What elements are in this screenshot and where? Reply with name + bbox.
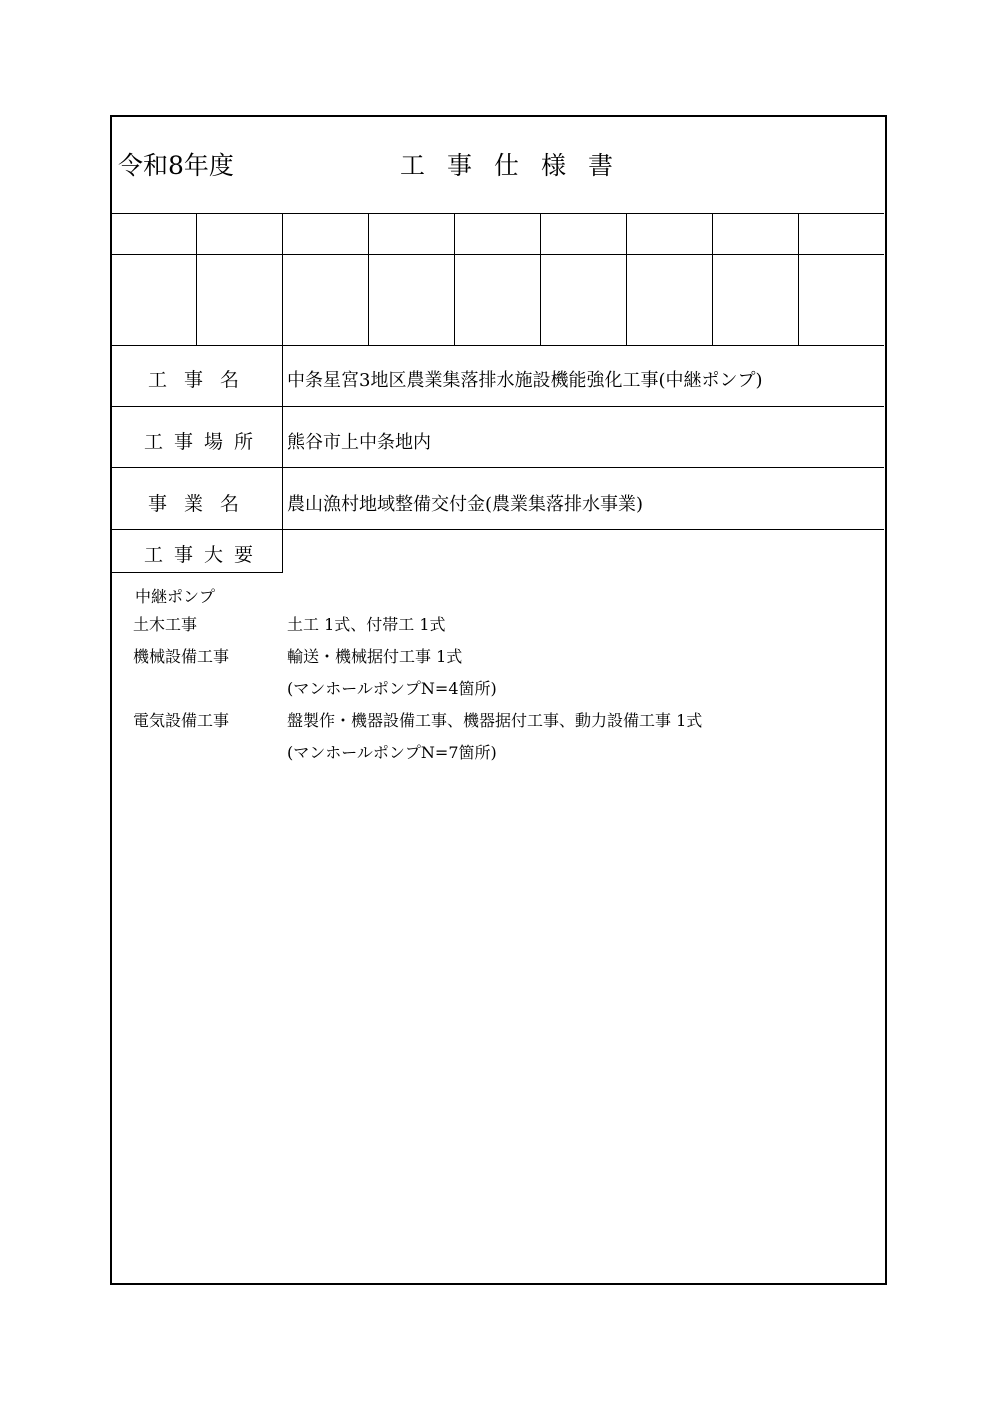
summary-detail: 盤製作・機器設備工事、機器据付工事、動力設備工事 1式 xyxy=(287,711,703,730)
summary-detail: 輸送・機械据付工事 1式 xyxy=(287,647,463,666)
approval-cell-divider xyxy=(454,213,455,345)
approval-cell-divider xyxy=(368,213,369,345)
project-name-value: 農山漁村地域整備交付金(農業集落排水事業) xyxy=(287,494,644,515)
label-column-divider xyxy=(282,345,283,573)
construction-site-value: 熊谷市上中条地内 xyxy=(287,432,431,453)
grid-bottom-line xyxy=(111,345,884,346)
row-divider xyxy=(111,406,884,407)
document-title: 工事仕様書 xyxy=(400,151,636,180)
approval-cell-divider xyxy=(540,213,541,345)
summary-label: 工事大要 xyxy=(144,544,265,566)
row-divider xyxy=(111,529,884,530)
approval-cell-divider xyxy=(196,213,197,345)
approval-cell-divider xyxy=(282,213,283,345)
construction-name-value: 中条星宮3地区農業集落排水施設機能強化工事(中継ポンプ) xyxy=(287,370,763,391)
summary-category: 電気設備工事 xyxy=(133,711,230,730)
construction-site-label: 工事場所 xyxy=(144,431,265,453)
document-frame xyxy=(110,115,887,1285)
fiscal-year: 令和8年度 xyxy=(118,151,234,180)
summary-label-bottom xyxy=(111,572,283,573)
approval-cell-divider xyxy=(626,213,627,345)
summary-category: 機械設備工事 xyxy=(133,647,230,666)
project-name-label: 事業名 xyxy=(148,493,257,515)
summary-detail: 土工 1式、付帯工 1式 xyxy=(287,615,446,634)
construction-name-label: 工事名 xyxy=(148,369,257,391)
grid-mid-line xyxy=(111,254,884,255)
approval-cell-divider xyxy=(712,213,713,345)
summary-detail: (マンホールポンプN=7箇所) xyxy=(287,743,497,762)
summary-detail: (マンホールポンプN=4箇所) xyxy=(287,679,497,698)
approval-cell-divider xyxy=(798,213,799,345)
grid-top-line xyxy=(111,213,884,214)
row-divider xyxy=(111,467,884,468)
summary-section-title: 中継ポンプ xyxy=(135,587,216,606)
summary-category: 土木工事 xyxy=(133,615,198,634)
